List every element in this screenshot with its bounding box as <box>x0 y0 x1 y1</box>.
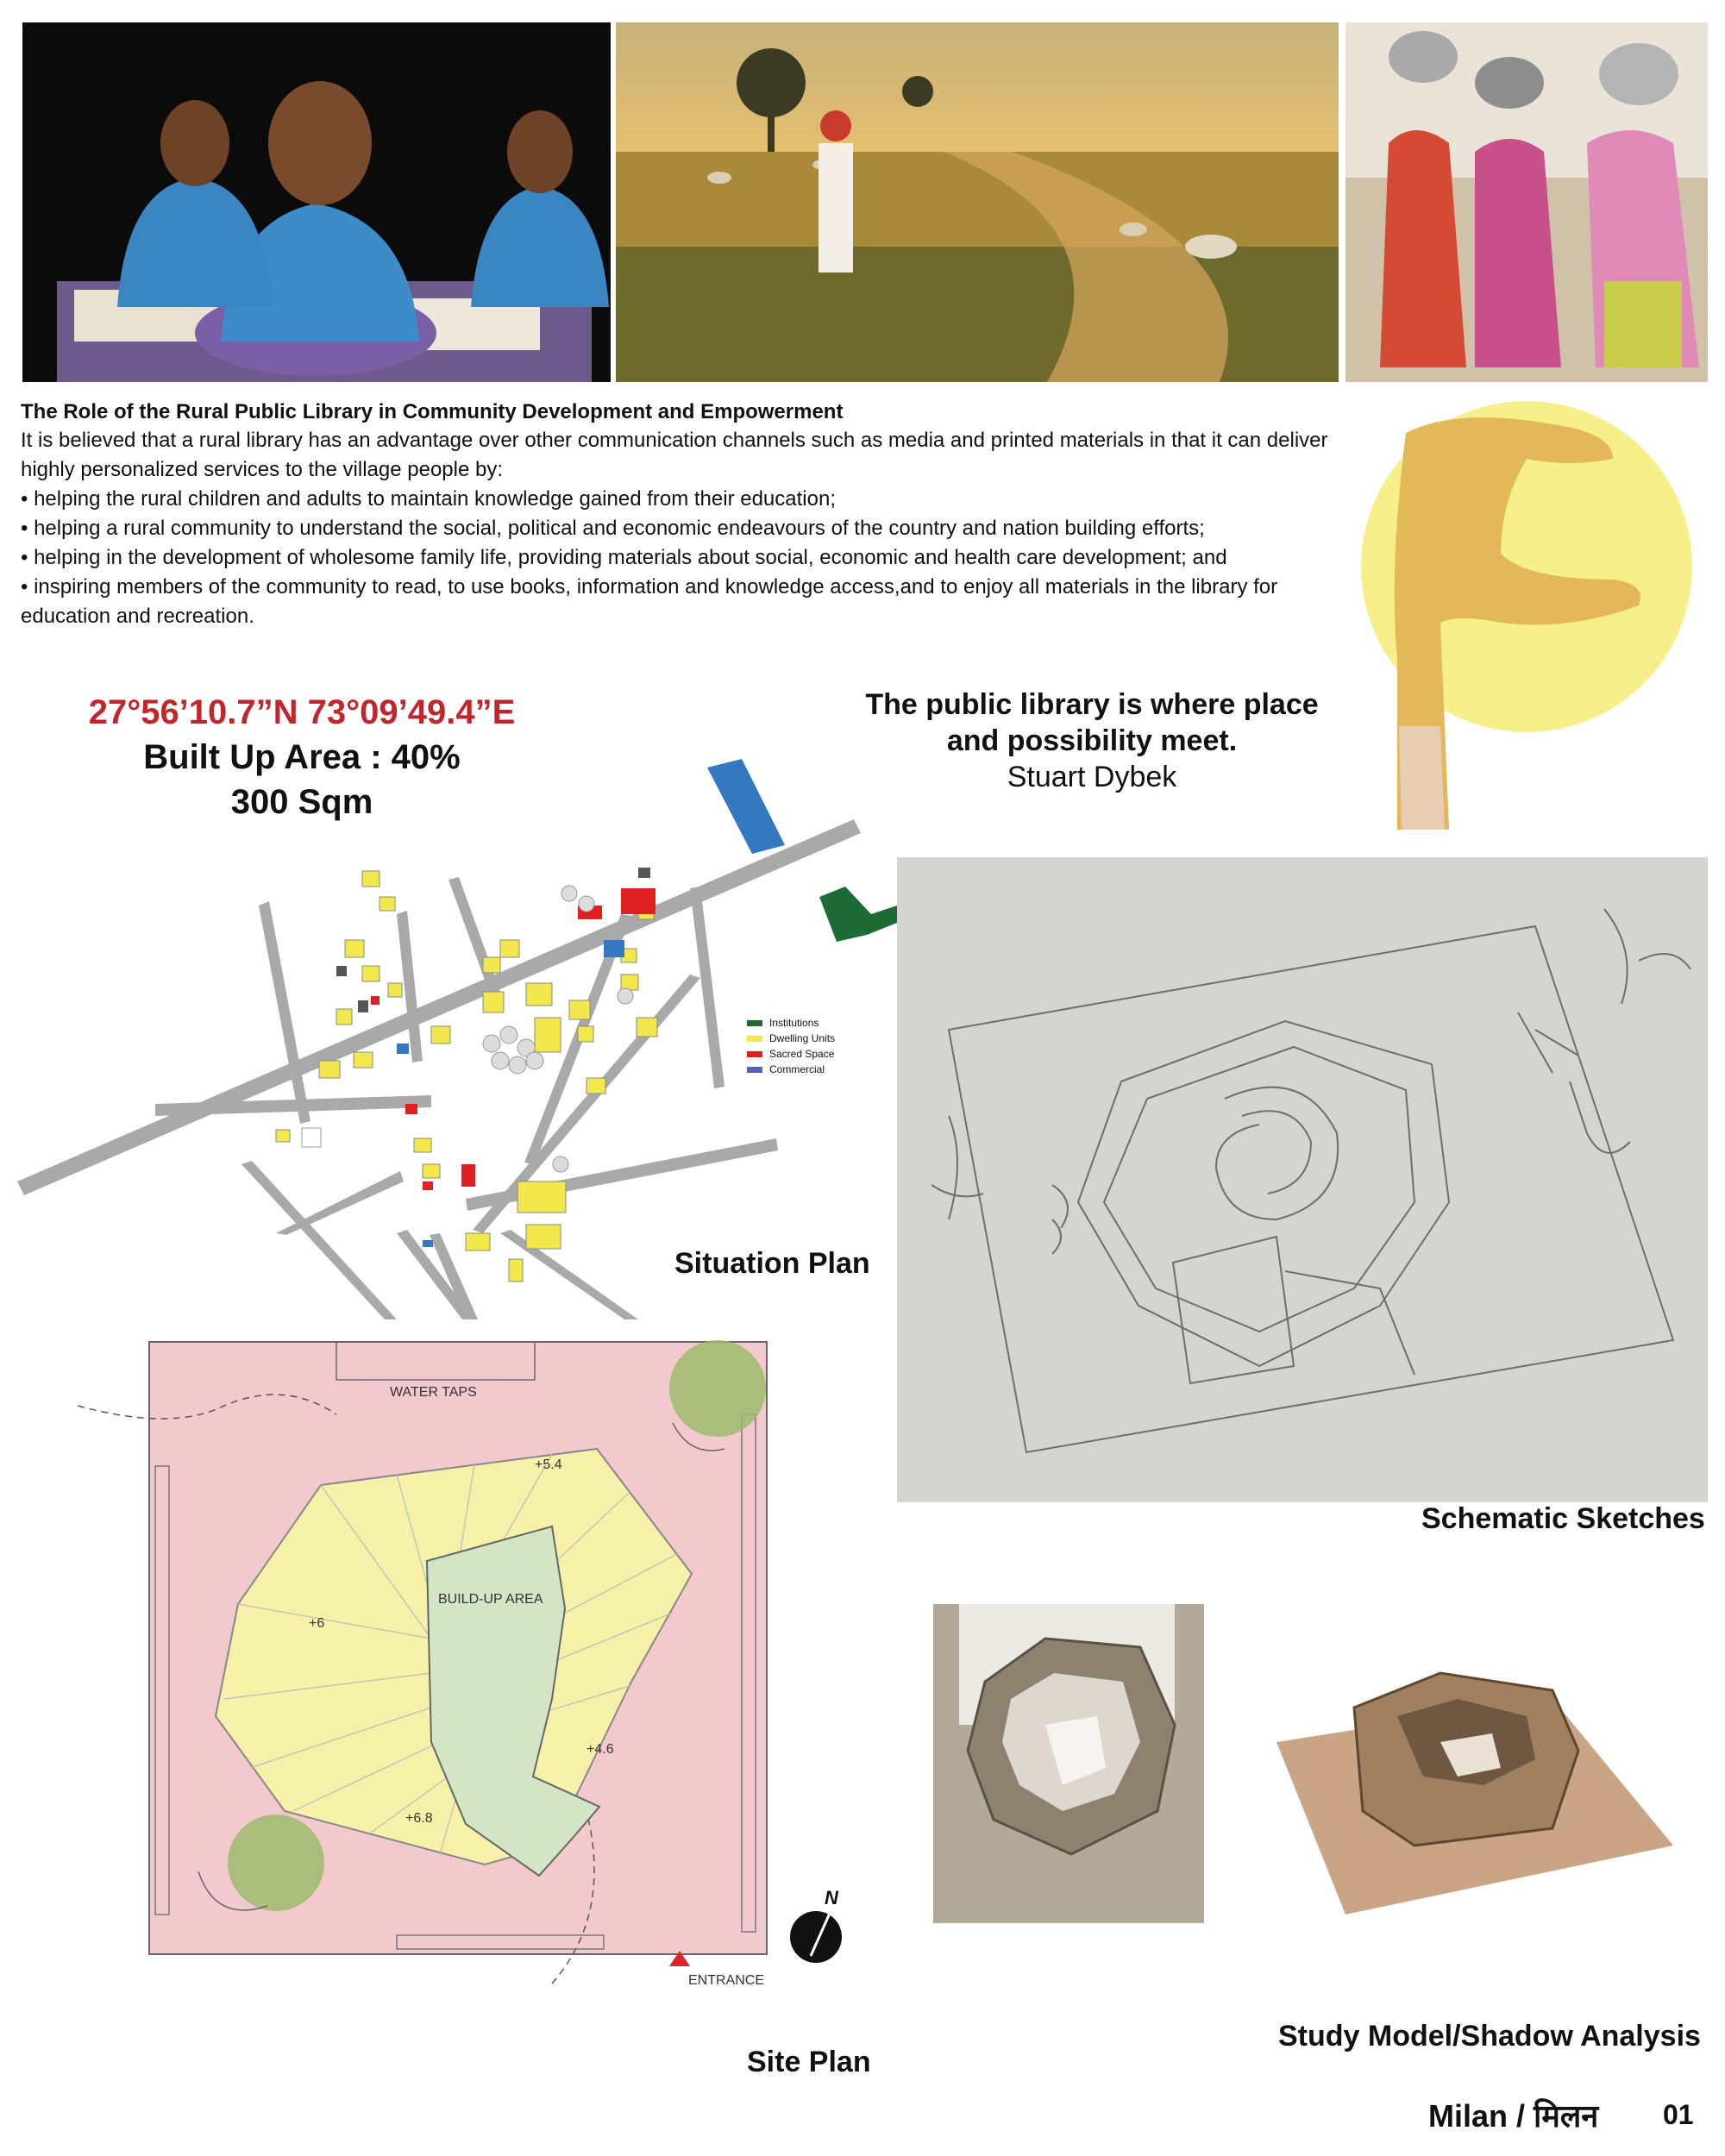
legend-item-institutions <box>747 1015 835 1031</box>
label-level: +4.6 <box>586 1742 614 1757</box>
photo-women-water-pots <box>1346 22 1708 382</box>
north-arrow-icon <box>788 1889 849 1966</box>
intro-bullet: • helping in the development of wholesome family life, providing materials about social, economic and health care development; and <box>21 546 1227 569</box>
intro-bullet: • helping a rural community to understand the social, political and economic endeavours of the country and nation building efforts; <box>21 517 1205 540</box>
study-model-photo-1 <box>933 1604 1204 1923</box>
situation-legend <box>747 1015 835 1077</box>
quote-line: The public library is where place <box>865 688 1319 721</box>
study-model-caption: Study Model/Shadow Analysis <box>1278 2020 1701 2053</box>
label-water-taps: WATER TAPS <box>390 1385 477 1400</box>
legend-swatch <box>747 1051 762 1057</box>
label-level: +5.4 <box>535 1457 562 1472</box>
label-level: +6.8 <box>405 1811 433 1826</box>
legend-item-sacred-space <box>747 1046 835 1062</box>
legend-label: Commercial <box>769 1063 825 1075</box>
intro-bullet: • inspiring members of the community to read, to use books, information and knowledge access,and to enjoy all materials in the library for education and recreation. <box>21 575 1278 628</box>
site-coordinates: 27°56’10.7”N 73°09’49.4”E <box>88 693 516 731</box>
schematic-sketch-image <box>897 857 1708 1502</box>
legend-label: Sacred Space <box>769 1048 835 1060</box>
legend-label: Institutions <box>769 1017 819 1029</box>
situation-plan-caption: Situation Plan <box>674 1247 870 1280</box>
photo-children-reading <box>22 22 611 382</box>
page-number: 01 <box>1663 2099 1694 2130</box>
label-build-up-area: BUILD-UP AREA <box>438 1592 543 1607</box>
site-area: 300 Sqm <box>230 783 373 821</box>
intro-body <box>21 426 1349 631</box>
legend-item-dwelling-units <box>747 1031 835 1046</box>
built-up-area: Built Up Area : 40% <box>143 738 461 776</box>
legend-swatch <box>747 1036 762 1042</box>
label-entrance: ENTRANCE <box>688 1973 765 1988</box>
quote-line: and possibility meet. <box>946 724 1238 757</box>
hand-circle-image <box>1354 398 1699 830</box>
photo-shepherd-landscape <box>616 22 1339 382</box>
legend-swatch <box>747 1020 762 1026</box>
footer-name: Milan / मिलन <box>1428 2098 1599 2134</box>
intro-paragraph: It is believed that a rural library has an advantage over other communication channels such as media and printed materials in that it can deliver highly personalized services to the village people by: <box>21 429 1328 481</box>
legend-label: Dwelling Units <box>769 1032 836 1044</box>
north-label: N <box>825 1887 838 1908</box>
schematic-sketches-caption: Schematic Sketches <box>1421 1502 1705 1535</box>
site-plan-drawing <box>69 1328 880 2001</box>
legend-item-commercial <box>747 1062 835 1077</box>
label-level: +6 <box>309 1616 325 1631</box>
intro-heading: The Role of the Rural Public Library in Community Development and Empowerment <box>21 400 844 423</box>
quote-author: Stuart Dybek <box>1007 761 1177 793</box>
legend-swatch <box>747 1067 762 1073</box>
intro-bullet: • helping the rural children and adults to maintain knowledge gained from their education; <box>21 487 836 511</box>
site-plan-caption: Site Plan <box>747 2046 871 2078</box>
study-model-photo-2 <box>1268 1639 1682 1923</box>
